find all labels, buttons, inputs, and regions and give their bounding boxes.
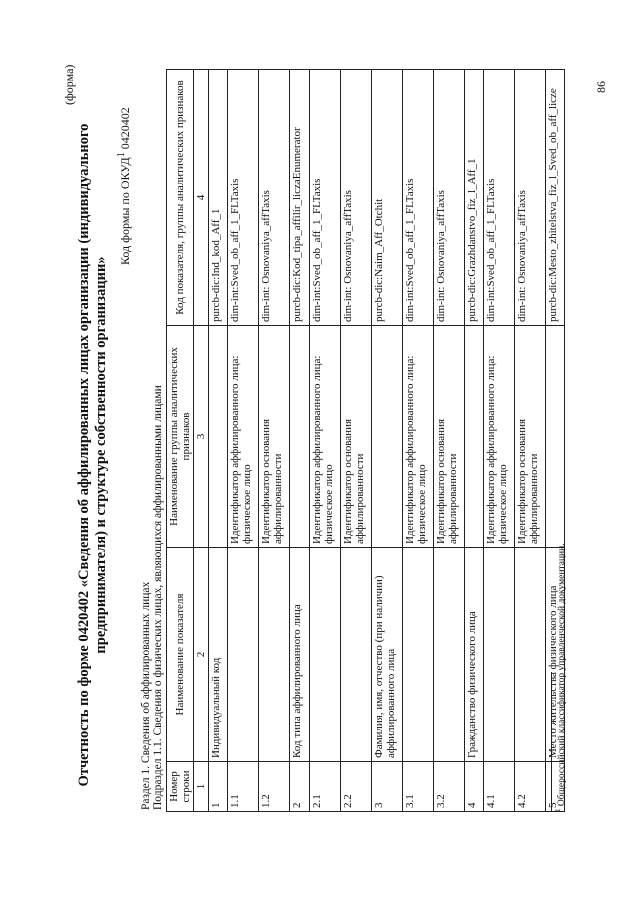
form-label: (форма) bbox=[62, 64, 76, 105]
indicator-code: purcb-dic:Kod_tipa_affilir_liczaEnumerator bbox=[290, 70, 310, 326]
indicator-code: dim-int: Osnovaniya_affTaxis bbox=[259, 70, 290, 326]
okud-code bbox=[116, 107, 133, 265]
group-name: Идентификатор основания аффилированности bbox=[434, 326, 465, 548]
header-row-number: Номер строки bbox=[167, 762, 194, 812]
group-name: Идентификатор основания аффилированности bbox=[515, 326, 546, 548]
indicator-code: dim-int: Osnovaniya_affTaxis bbox=[434, 70, 465, 326]
row-number: 4.2 bbox=[515, 762, 546, 812]
table-row bbox=[515, 70, 546, 812]
section-title: Раздел 1. Сведения об аффилированных лицах bbox=[140, 581, 152, 810]
group-name bbox=[465, 326, 484, 548]
footnote-divider bbox=[551, 672, 552, 812]
row-number: 3.2 bbox=[434, 762, 465, 812]
indicator-name: Место жительства физического лица bbox=[546, 548, 565, 762]
indicator-name bbox=[228, 548, 259, 762]
group-name: Идентификатор аффилированного лица: физическое лицо bbox=[403, 326, 434, 548]
group-name bbox=[290, 326, 310, 548]
header-group-name: Наименование группы аналитических признаков bbox=[167, 326, 194, 548]
indicator-code: dim-int:Sved_ob_aff_1_FLTaxis bbox=[310, 70, 341, 326]
subsection-title: Подраздел 1.1. Сведения о физических лицах, являющихся аффилированными лицами bbox=[152, 385, 164, 810]
indicator-code: purcb-dic:Naim_Aff_Otchit bbox=[372, 70, 403, 326]
row-number: 4.1 bbox=[484, 762, 515, 812]
group-name bbox=[546, 326, 565, 548]
column-number-row bbox=[194, 70, 209, 812]
row-number: 1.2 bbox=[259, 762, 290, 812]
table-row bbox=[310, 70, 341, 812]
table-row bbox=[341, 70, 372, 812]
group-name: Идентификатор основания аффилированности bbox=[341, 326, 372, 548]
indicator-code: dim-int:Sved_ob_aff_1_FLTaxis bbox=[484, 70, 515, 326]
indicator-name: Код типа аффилированного лица bbox=[290, 548, 310, 762]
document-heading: Отчетность по форме 0420402 «Сведения об аффилированных лицах организации (индивидуального предпринимателя) и структуре собственности организации» bbox=[76, 123, 109, 787]
table-row bbox=[372, 70, 403, 812]
indicator-name bbox=[310, 548, 341, 762]
indicator-name bbox=[515, 548, 546, 762]
row-number: 5 bbox=[546, 762, 565, 812]
header-code: Код показателя, группы аналитических признаков bbox=[167, 70, 194, 326]
indicator-code: purcb-dic:Grazhdanstvo_fiz_l_Aff_1 bbox=[465, 70, 484, 326]
group-name: Идентификатор аффилированного лица: физическое лицо bbox=[228, 326, 259, 548]
row-number: 2.1 bbox=[310, 762, 341, 812]
indicator-name bbox=[434, 548, 465, 762]
indicator-name: Фамилия, имя, отчество (при наличии) аффилированного лица bbox=[372, 548, 403, 762]
row-number: 2.2 bbox=[341, 762, 372, 812]
okud-footnote-mark: 1 bbox=[116, 152, 127, 158]
indicator-code: dim-int: Osnovaniya_affTaxis bbox=[341, 70, 372, 326]
group-name: Идентификатор основания аффилированности bbox=[259, 326, 290, 548]
column-number: 2 bbox=[194, 548, 209, 762]
row-number: 1 bbox=[209, 762, 228, 812]
group-name bbox=[209, 326, 228, 548]
okud-text: Код формы по ОКУД bbox=[118, 157, 132, 265]
table-row bbox=[465, 70, 484, 812]
header-indicator-name: Наименование показателя bbox=[167, 548, 194, 762]
table-row bbox=[209, 70, 228, 812]
table-row bbox=[484, 70, 515, 812]
table-row bbox=[403, 70, 434, 812]
row-number: 3.1 bbox=[403, 762, 434, 812]
column-number: 4 bbox=[194, 70, 209, 326]
indicator-code: purcb-dic:Mesto_zhitelstva_fiz_l_Sved_ob_aff_licze bbox=[546, 70, 565, 326]
footnote bbox=[554, 543, 567, 812]
okud-value: 0420402 bbox=[118, 107, 132, 153]
page-number: 86 bbox=[594, 81, 608, 93]
indicator-name bbox=[484, 548, 515, 762]
table-row bbox=[434, 70, 465, 812]
indicator-name bbox=[403, 548, 434, 762]
row-number: 2 bbox=[290, 762, 310, 812]
column-number: 3 bbox=[194, 326, 209, 548]
indicator-code: dim-int:Sved_ob_aff_1_FLTaxis bbox=[403, 70, 434, 326]
footnote-mark: 1 bbox=[554, 808, 562, 812]
footnote-text: Общероссийский классификатор управленческой документации. bbox=[557, 543, 568, 809]
indicator-code: dim-int: Osnovaniya_affTaxis bbox=[515, 70, 546, 326]
group-name: Идентификатор аффилированного лица: физическое лицо bbox=[484, 326, 515, 548]
indicator-code: dim-int:Sved_ob_aff_1_FLTaxis bbox=[228, 70, 259, 326]
row-number: 3 bbox=[372, 762, 403, 812]
group-name: Идентификатор аффилированного лица: физическое лицо bbox=[310, 326, 341, 548]
table-row bbox=[290, 70, 310, 812]
row-number: 1.1 bbox=[228, 762, 259, 812]
group-name bbox=[372, 326, 403, 548]
column-number: 1 bbox=[194, 762, 209, 812]
indicator-name: Индивидуальный код bbox=[209, 548, 228, 762]
indicator-name bbox=[259, 548, 290, 762]
indicator-name: Гражданство физического лица bbox=[465, 548, 484, 762]
indicator-name bbox=[341, 548, 372, 762]
table-row bbox=[228, 70, 259, 812]
table-row bbox=[259, 70, 290, 812]
indicator-code: purcb-dic:Ind_kod_Aff_1 bbox=[209, 70, 228, 326]
row-number: 4 bbox=[465, 762, 484, 812]
table-header-row bbox=[167, 70, 194, 812]
indicators-table bbox=[166, 69, 568, 812]
